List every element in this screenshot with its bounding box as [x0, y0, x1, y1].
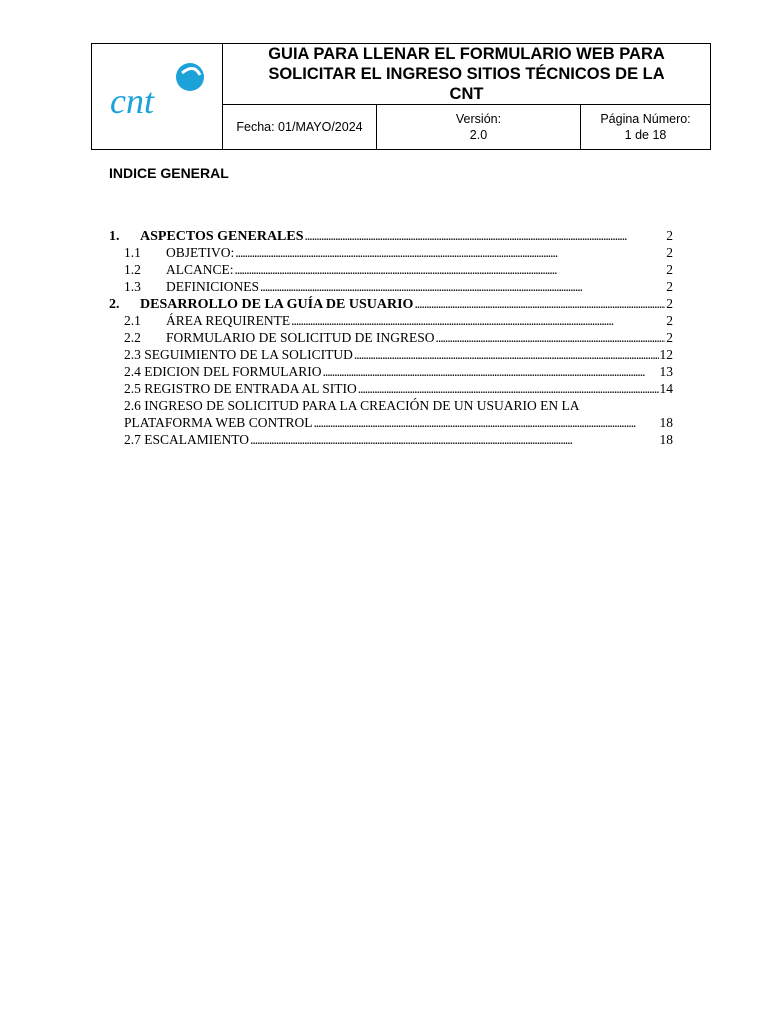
- index-heading: INDICE GENERAL: [109, 165, 229, 181]
- table-of-contents: [109, 227, 673, 448]
- version-cell: Versión: 2.0: [377, 105, 581, 150]
- toc-entry[interactable]: 2.5 REGISTRO DE ENTRADA AL SITIO . . . 14: [109, 380, 673, 397]
- cnt-logo: [102, 59, 212, 129]
- page-number-cell: Página Número: 1 de 18: [581, 105, 711, 150]
- toc-entry-line1[interactable]: 2.6 INGRESO DE SOLICITUD PARA LA CREACIÓN DE UN USUARIO EN LA: [124, 398, 580, 413]
- toc-entry[interactable]: 2.3 SEGUIMIENTO DE LA SOLICITUD . . . 12: [109, 346, 673, 363]
- svg-text:cnt: cnt: [110, 81, 154, 121]
- logo-cell: [92, 44, 223, 150]
- toc-entry[interactable]: 1.1 OBJETIVO: . . . 2: [109, 244, 673, 261]
- toc-entry[interactable]: 2.2 FORMULARIO DE SOLICITUD DE INGRESO . . . 2: [109, 329, 673, 346]
- toc-entry[interactable]: PLATAFORMA WEB CONTROL . . . 18: [109, 414, 673, 431]
- toc-entry[interactable]: 2.1 ÁREA REQUIRENTE . . . 2: [109, 312, 673, 329]
- date-cell: Fecha: 01/MAYO/2024: [223, 105, 377, 150]
- toc-entry[interactable]: 1.2 ALCANCE: . . . 2: [109, 261, 673, 278]
- toc-entry[interactable]: 1. ASPECTOS GENERALES . . . 2: [109, 227, 673, 244]
- toc-entry[interactable]: 1.3 DEFINICIONES . . . 2: [109, 278, 673, 295]
- toc-entry[interactable]: 2.4 EDICION DEL FORMULARIO . . . 13: [109, 363, 673, 380]
- toc-entry[interactable]: 2. DESARROLLO DE LA GUÍA DE USUARIO . . . 2: [109, 295, 673, 312]
- document-header: [91, 43, 711, 150]
- document-title: GUIA PARA LLENAR EL FORMULARIO WEB PARA SOLICITAR EL INGRESO SITIOS TÉCNICOS DE LA CNT: [223, 44, 711, 105]
- toc-entry[interactable]: 2.7 ESCALAMIENTO . . . 18: [109, 431, 673, 448]
